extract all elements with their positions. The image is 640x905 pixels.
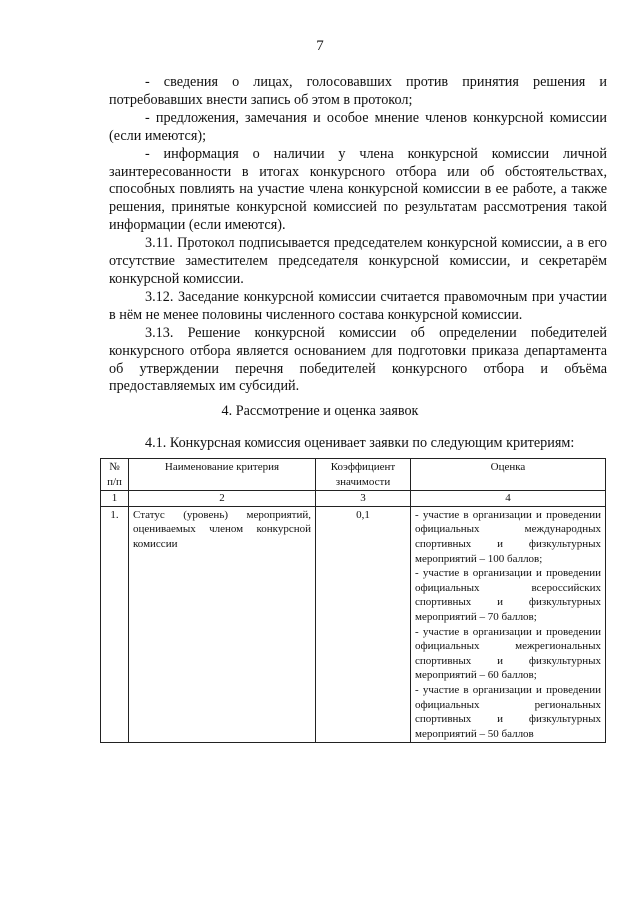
paragraph: - предложения, замечания и особое мнение членов конкурсной комиссии (если имеются); [109, 109, 607, 144]
table-header-row [101, 459, 606, 491]
column-number: 3 [316, 491, 411, 507]
header-number: № п/п [101, 459, 129, 491]
score-item: - участие в организации и проведении официальных всероссийских спортивных и физкультурных мероприятий – 70 баллов; [415, 567, 601, 623]
page-number: 7 [316, 38, 324, 54]
header-criterion: Наименование критерия [129, 459, 316, 491]
score-item: - участие в организации и проведении официальных международных спортивных и физкультурных мероприятий – 100 баллов; [415, 508, 601, 565]
score-item: - участие в организации и проведении официальных региональных спортивных и физкультурных мероприятий – 50 баллов [415, 683, 601, 740]
table-row [101, 506, 606, 743]
paragraph: 3.13. Решение конкурсной комиссии об определении победителей конкурсного отбора является основанием для подготовки приказа департамента об утверждении перечня победителей конкурсного отбора и объёма предоставляемых им субсидий. [109, 324, 607, 395]
paragraph: - информация о наличии у члена конкурсной комиссии личной заинтересованности в итогах конкурсного отбора или об обстоятельствах, способных повлиять на участие члена конкурсной комиссии в ее работе, а также решения, принятые конкурсной комиссией по результатам рассмотрения такой информации (если имеются). [109, 145, 607, 234]
coefficient-value: 0,1 [316, 506, 411, 743]
criterion-name: Статус (уровень) мероприятий, оцениваемых членом конкурсной комиссии [129, 506, 316, 743]
column-number-row [101, 491, 606, 507]
header-score: Оценка [411, 459, 606, 491]
paragraph: - сведения о лицах, голосовавших против принятия решения и потребовавших внести запись об этом в протокол; [109, 74, 607, 108]
score-cell [411, 506, 606, 743]
column-number: 1 [101, 491, 129, 507]
criteria-intro: 4.1. Конкурсная комиссия оценивает заявки по следующим критериям: [145, 435, 575, 451]
score-item: - участие в организации и проведении официальных межрегиональных спортивных и физкультурных мероприятий – 60 баллов; [415, 625, 601, 682]
body-text [109, 74, 607, 396]
row-number: 1. [101, 506, 129, 743]
paragraph: 3.12. Заседание конкурсной комиссии считается правомочным при участии в нём не менее половины численного состава конкурсной комиссии. [109, 288, 607, 323]
section-heading: 4. Рассмотрение и оценка заявок [221, 403, 419, 419]
paragraph: 3.11. Протокол подписывается председателем конкурсной комиссии, а в его отсутствие заместителем председателя конкурсной комиссии, и секретарём конкурсной комиссии. [109, 235, 607, 287]
criteria-table [100, 458, 606, 743]
column-number: 4 [411, 491, 606, 507]
header-coefficient: Коэффициент значимости [316, 459, 411, 491]
column-number: 2 [129, 491, 316, 507]
